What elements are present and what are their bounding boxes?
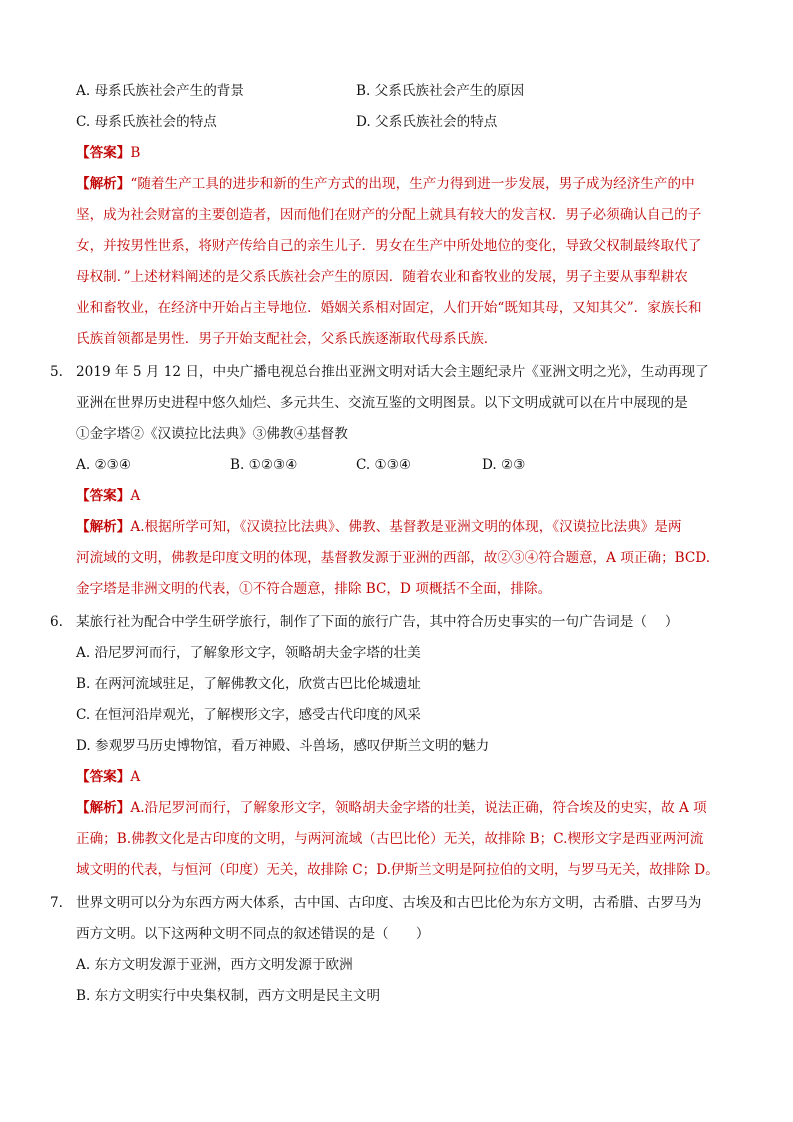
q4-option-b: B. 父系氏族社会产生的原因 — [356, 83, 525, 99]
analysis-label: 【解析】 — [76, 800, 131, 816]
q6-stem: 某旅行社为配合中学生研学旅行，制作了下面的旅行广告，其中符合历史事实的一句广告词是（ ） — [76, 614, 679, 630]
q7-stem-line: 西方文明。以下这两种文明不同点的叙述错误的是（ ） — [76, 926, 430, 942]
q5-analysis-line: 河流域的文明，佛教是印度文明的体现，基督教发源于亚洲的西部，故②③④符合题意，A 项正确；BCD. — [76, 550, 711, 566]
q5-number: 5. — [50, 364, 63, 380]
q5-option-d: D. ②③ — [482, 457, 526, 473]
analysis-text: A.根据所学可知，《汉谟拉比法典》、佛教、基督教是亚洲文明的体现，《汉谟拉比法典》是两 — [130, 519, 682, 535]
q6-analysis-line — [76, 798, 707, 818]
q4-analysis-line: 女，并按男性世系，将财产传给自己的亲生儿子．男女在生产中所处地位的变化，导致父权制最终取代了 — [76, 238, 702, 254]
q6-option-a: A. 沿尼罗河而行，了解象形文字，领略胡夫金字塔的壮美 — [76, 645, 421, 661]
q6-option-b: B. 在两河流域驻足，了解佛教文化，欣赏古巴比伦城遗址 — [76, 676, 421, 692]
q7-number: 7. — [50, 895, 63, 911]
analysis-text: “随着生产工具的进步和新的生产方式的出现，生产力得到进一步发展，男子成为经济生产的中 — [130, 176, 695, 192]
q5-stem-line: ①金字塔②《汉谟拉比法典》③佛教④基督教 — [76, 426, 348, 442]
q4-option-a: A. 母系氏族社会产生的背景 — [76, 83, 244, 99]
q4-analysis-line: 氏族首领都是男性．男子开始支配社会，父系氏族逐渐取代母系氏族． — [76, 331, 498, 347]
answer-label: 【答案】 — [76, 488, 131, 504]
q4-analysis-line: 业和畜牧业，在经济中开始占主导地位．婚姻关系相对固定，人们开始“既知其母，又知其父”．家族长和 — [76, 300, 702, 316]
answer-value: B — [130, 145, 141, 161]
analysis-label: 【解析】 — [76, 176, 131, 192]
analysis-label: 【解析】 — [76, 519, 131, 535]
q5-option-b: B. ①②③④ — [230, 457, 298, 473]
answer-value: A — [130, 488, 141, 504]
q5-option-a: A. ②③④ — [76, 457, 132, 473]
analysis-text: A.沿尼罗河而行，了解象形文字，领略胡夫金字塔的壮美，说法正确，符合埃及的史实，故 A 项 — [130, 800, 707, 816]
q5-option-c: C. ①③④ — [356, 457, 412, 473]
q6-analysis-line: 正确；B.佛教文化是古印度的文明，与两河流域（古巴比伦）无关，故排除 B；C.楔形文字是西亚两河流 — [76, 831, 704, 847]
q7-option-a: A. 东方文明发源于亚洲，西方文明发源于欧洲 — [76, 957, 353, 973]
answer-label: 【答案】 — [76, 145, 131, 161]
answer-value: A — [130, 769, 141, 785]
q4-analysis-line: 坚，成为社会财富的主要创造者，因而他们在财产的分配上就具有较大的发言权．男子必须确认自己的子 — [76, 207, 702, 223]
q4-option-d: D. 父系氏族社会的特点 — [356, 114, 498, 130]
q6-analysis-line: 域文明的代表，与恒河（印度）无关，故排除 C；D.伊斯兰文明是阿拉伯的文明，与罗马无关，故排除 D。 — [76, 862, 719, 878]
q6-number: 6. — [50, 614, 63, 630]
q4-answer — [76, 143, 140, 163]
q5-stem-line: 2019 年 5 月 12 日，中央广播电视总台推出亚洲文明对话大会主题纪录片《亚洲文明之光》，生动再现了 — [76, 364, 709, 380]
q5-analysis-line — [76, 517, 681, 537]
q6-option-c: C. 在恒河沿岸观光，了解楔形文字，感受古代印度的风采 — [76, 707, 421, 723]
q7-stem-line: 世界文明可以分为东西方两大体系，古中国、古印度、古埃及和古巴比伦为东方文明，古希腊、古罗马为 — [76, 895, 702, 911]
q5-analysis-line: 金字塔是非洲文明的代表，①不符合题意，排除 BC，D 项概括不全面，排除。 — [76, 581, 552, 597]
q6-option-d: D. 参观罗马历史博物馆，看万神殿、斗兽场，感叹伊斯兰文明的魅力 — [76, 738, 490, 754]
answer-label: 【答案】 — [76, 769, 131, 785]
q5-stem-line: 亚洲在世界历史进程中悠久灿烂、多元共生、交流互鉴的文明图景。以下文明成就可以在片中展现的是 — [76, 395, 688, 411]
q4-analysis-line: 母权制．”上述材料阐述的是父系氏族社会产生的原因．随着农业和畜牧业的发展，男子主要从事犁耕农 — [76, 269, 688, 285]
q5-answer — [76, 486, 140, 506]
q4-analysis-line — [76, 174, 695, 194]
q6-answer — [76, 767, 140, 787]
q4-option-c: C. 母系氏族社会的特点 — [76, 114, 217, 130]
q7-option-b: B. 东方文明实行中央集权制，西方文明是民主文明 — [76, 988, 381, 1004]
